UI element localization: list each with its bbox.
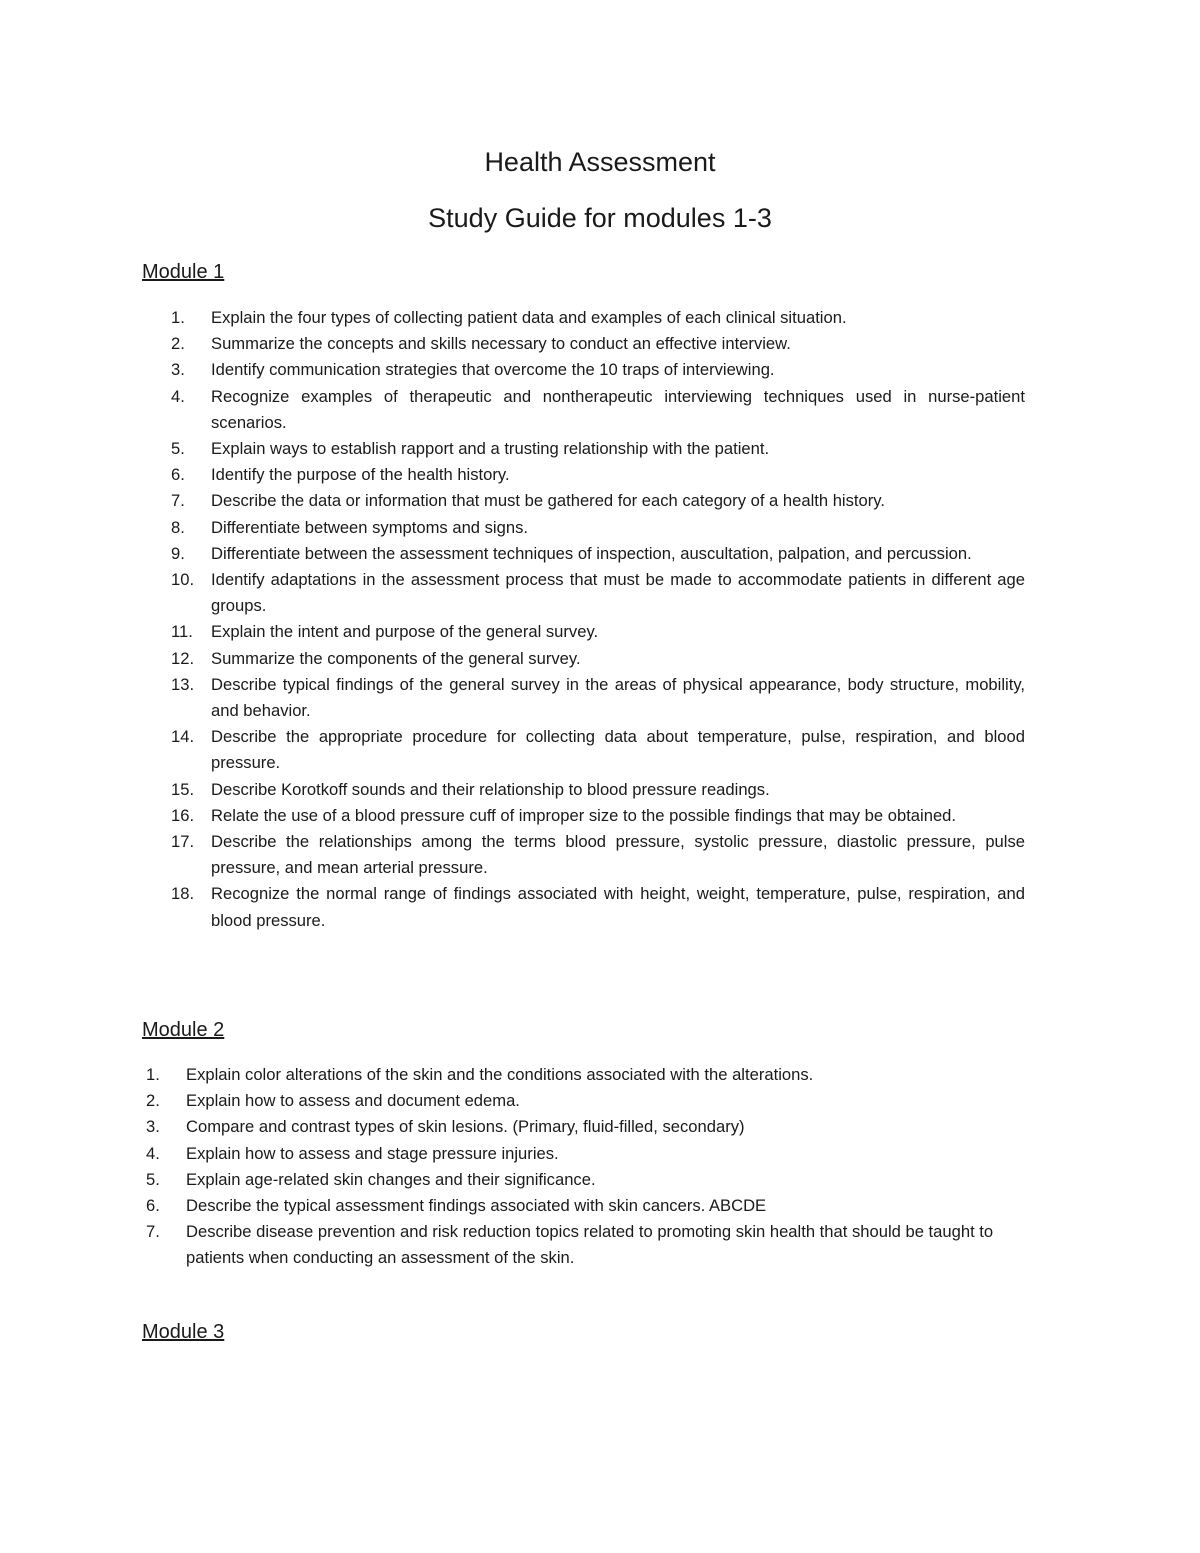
list-item (171, 672, 1025, 724)
list-item-text: Describe disease prevention and risk reduction topics related to promoting skin health that should be taught to patients when conducting an assessment of the skin. (186, 1222, 994, 1268)
list-item-text: Describe Korotkoff sounds and their relationship to blood pressure readings. (211, 779, 770, 799)
list-item-text: Differentiate between symptoms and signs. (211, 517, 528, 537)
list-item (171, 462, 1025, 488)
list-item-number: 5. (171, 439, 185, 459)
list-item-number: 4. (171, 386, 185, 406)
document-title: Health Assessment (484, 147, 716, 177)
list-item (171, 777, 1025, 803)
list-item (146, 1062, 1006, 1088)
list-item-number: 7. (146, 1222, 160, 1242)
list-item-text: Explain the intent and purpose of the general survey. (211, 622, 599, 642)
list-item (171, 881, 1025, 933)
list-item-text: Summarize the components of the general survey. (211, 648, 581, 668)
list-item-number: 14. (171, 727, 195, 747)
list-item (171, 515, 1025, 541)
list-item-number: 3. (171, 360, 185, 380)
list-item-number: 16. (171, 805, 195, 825)
list-item-text: Identify the purpose of the health history. (211, 465, 510, 485)
list-item-text: Explain color alterations of the skin and the conditions associated with the alterations. (186, 1065, 814, 1084)
list-item-text: Explain the four types of collecting patient data and examples of each clinical situation. (211, 308, 847, 327)
list-item (171, 541, 1025, 567)
list-item-number: 15. (171, 779, 195, 799)
list-item (171, 646, 1025, 672)
list-item-text: Explain age-related skin changes and their significance. (186, 1169, 596, 1189)
list-item-text: Explain how to assess and document edema. (186, 1091, 520, 1111)
list-item (171, 567, 1025, 619)
list-item (171, 384, 1025, 436)
list-item-number: 1. (146, 1065, 160, 1084)
list-item-number: 18. (171, 884, 195, 904)
list-item (171, 829, 1025, 881)
module-1-heading: Module 1 (142, 261, 225, 283)
list-item (171, 724, 1025, 776)
list-item-number: 7. (171, 491, 185, 511)
list-item-number: 9. (171, 543, 185, 563)
list-item (171, 331, 1025, 357)
list-item-text: Describe the data or information that must be gathered for each category of a health history. (211, 491, 885, 511)
list-item (146, 1088, 1006, 1114)
list-item-number: 2. (171, 334, 185, 354)
list-item-text: Compare and contrast types of skin lesions. (Primary, fluid-filled, secondary) (186, 1117, 745, 1137)
list-item-text: Describe the relationships among the terms blood pressure, systolic pressure, diastolic pressure, pulse pressure, and mean arterial pressure. (211, 832, 1025, 878)
list-item-text: Describe the appropriate procedure for collecting data about temperature, pulse, respiration, and blood pressure. (211, 727, 1025, 773)
module-2-heading: Module 2 (142, 1019, 225, 1041)
list-item-text: Describe the typical assessment findings associated with skin cancers. ABCDE (186, 1196, 767, 1216)
list-item (171, 305, 1025, 331)
list-item-text: Explain how to assess and stage pressure injuries. (186, 1143, 559, 1163)
list-item (171, 436, 1025, 462)
list-item (146, 1193, 1006, 1219)
module-3-heading: Module 3 (142, 1321, 225, 1343)
module-2-objectives-list (146, 1062, 1006, 1272)
list-item (146, 1167, 1006, 1193)
list-item-number: 8. (171, 517, 185, 537)
list-item-number: 3. (146, 1117, 160, 1137)
list-item-number: 5. (146, 1169, 160, 1189)
list-item-text: Summarize the concepts and skills necessary to conduct an effective interview. (211, 334, 791, 354)
list-item (146, 1141, 1006, 1167)
list-item (171, 488, 1025, 514)
list-item (171, 803, 1025, 829)
list-item-number: 4. (146, 1143, 160, 1163)
list-item-number: 6. (146, 1196, 160, 1216)
list-item (146, 1219, 1006, 1271)
list-item-text: Identify communication strategies that overcome the 10 traps of interviewing. (211, 360, 775, 380)
list-item-number: 13. (171, 674, 195, 694)
list-item-number: 17. (171, 832, 195, 852)
list-item-number: 11. (171, 622, 193, 642)
document-subtitle: Study Guide for modules 1-3 (428, 203, 772, 233)
list-item-number: 12. (171, 648, 195, 668)
module-1-objectives-list (171, 305, 1025, 934)
list-item-number: 2. (146, 1091, 160, 1111)
list-item-number: 6. (171, 465, 185, 485)
list-item (171, 619, 1025, 645)
list-item (146, 1114, 1006, 1140)
list-item-text: Differentiate between the assessment techniques of inspection, auscultation, palpation, and percussion. (211, 543, 972, 563)
list-item (171, 357, 1025, 383)
list-item-text: Recognize the normal range of findings associated with height, weight, temperature, pulse, respiration, and blood pressure. (211, 884, 1025, 930)
list-item-text: Describe typical findings of the general survey in the areas of physical appearance, body structure, mobility, and behavior. (211, 674, 1025, 721)
list-item-text: Identify adaptations in the assessment process that must be made to accommodate patients in different age groups. (211, 570, 1025, 616)
list-item-text: Relate the use of a blood pressure cuff of improper size to the possible findings that may be obtained. (211, 805, 957, 825)
list-item-number: 1. (171, 308, 185, 327)
list-item-number: 10. (171, 570, 195, 590)
list-item-text: Explain ways to establish rapport and a trusting relationship with the patient. (211, 439, 770, 459)
list-item-text: Recognize examples of therapeutic and nontherapeutic interviewing techniques used in nurse-patient scenarios. (211, 386, 1025, 432)
